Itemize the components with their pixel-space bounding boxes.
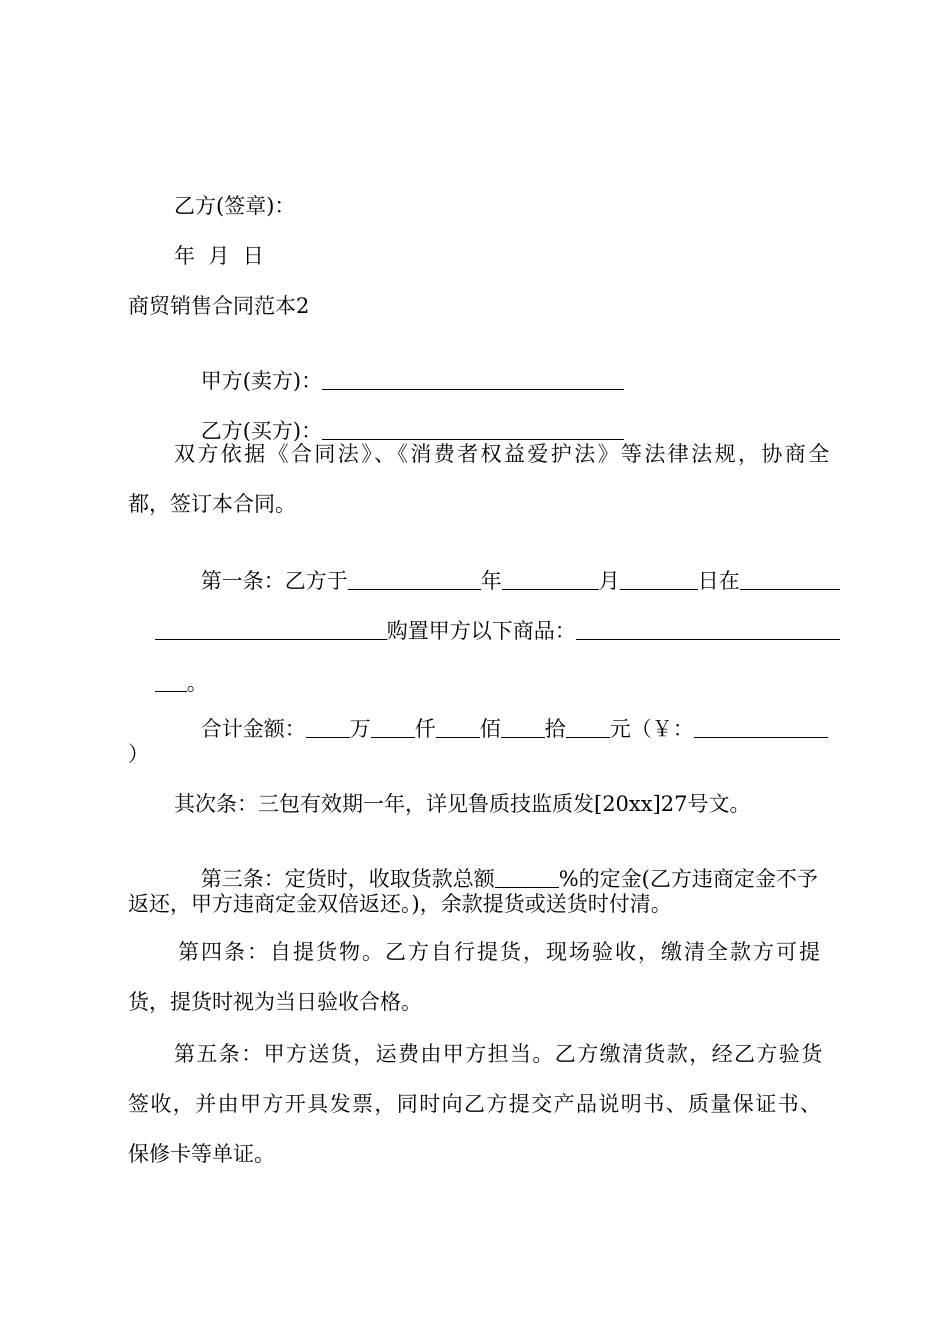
month-blank	[502, 569, 599, 590]
year-blank	[348, 569, 481, 590]
article-5-line-2: 签收，并由甲方开具发票，同时向乙方提交产品说明书、质量保证书、	[128, 1092, 823, 1116]
article-5-line-1: 第五条：甲方送货，运费由甲方担当。乙方缴清货款，经乙方验货	[174, 1042, 824, 1066]
article-1-text-b: 购置甲方以下商品：	[386, 618, 576, 643]
preamble-line-2: 都，签订本合同。	[128, 492, 296, 516]
unit-bai: 佰	[479, 716, 501, 741]
article-1-month: 月	[598, 568, 620, 593]
unit-wan: 万	[349, 716, 371, 741]
article-1-day: 日在	[697, 568, 740, 593]
bai-blank	[436, 717, 480, 738]
total-amount-close: ）	[128, 742, 149, 766]
total-amount-label: 合计金额：	[200, 716, 306, 741]
article-3-text-a: 第三条：定货时，收取货款总额	[200, 866, 495, 891]
qian-blank	[371, 717, 415, 738]
wan-blank	[306, 717, 350, 738]
total-amount-line	[174, 694, 828, 761]
article-4-line-1: 第四条：自提货物。乙方自行提货，现场验收，缴清全款方可提	[178, 940, 822, 964]
yen-blank	[694, 717, 828, 738]
unit-qian: 仟	[414, 716, 436, 741]
place-blank	[740, 569, 840, 590]
day-blank	[620, 569, 698, 590]
yuan-blank	[566, 717, 610, 738]
unit-yuan: 元（￥：	[609, 716, 694, 741]
article-1-end: 。	[186, 670, 208, 695]
article-3-text-b: %的定金(乙方违商定金不予	[558, 866, 818, 891]
deposit-percent-blank	[495, 867, 559, 888]
article-1-year: 年	[480, 568, 502, 593]
goods-blank-continued	[155, 671, 187, 692]
date-line: 年 月 日	[174, 244, 264, 268]
seller-blank	[322, 369, 624, 390]
article-5-line-3: 保修卡等单证。	[128, 1142, 275, 1166]
unit-shi: 拾	[544, 716, 566, 741]
preamble-line-1: 双方依据《合同法》、《消费者权益爱护法》等法律法规，协商全	[174, 442, 832, 466]
party-b-signature-line: 乙方(签章)：	[174, 194, 296, 218]
article-1-text-a: 第一条：乙方于	[200, 568, 348, 593]
goods-blank	[576, 619, 840, 640]
article-3-line-2: 返还，甲方违商定金双倍返还。)，余款提货或送货时付清。	[128, 892, 672, 916]
seller-label: 甲方(卖方)：	[200, 368, 323, 393]
article-4-line-2: 货，提货时视为当日验收合格。	[128, 990, 422, 1014]
buyer-label: 乙方(买方)：	[200, 418, 323, 443]
contract-title: 商贸销售合同范本2	[128, 294, 310, 318]
article-1-line-2	[128, 596, 840, 663]
article-2-line: 其次条：三包有效期一年，详见鲁质技监质发[20xx]27号文。	[174, 792, 751, 816]
shi-blank	[501, 717, 545, 738]
buyer-blank	[322, 419, 624, 440]
place-blank-continued	[155, 619, 387, 640]
